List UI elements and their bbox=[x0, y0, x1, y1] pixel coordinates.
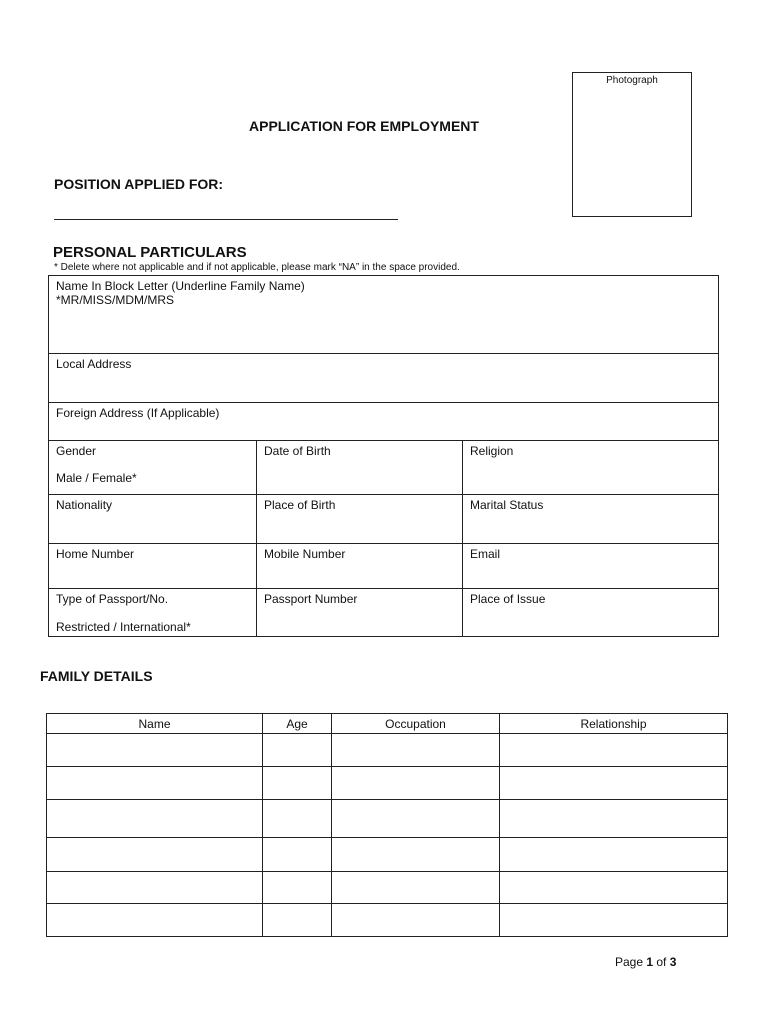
marital-status-label: Marital Status bbox=[470, 498, 544, 512]
passport-type-options: Restricted / International* bbox=[56, 620, 191, 634]
personal-particulars-note: * Delete where not applicable and if not applicable, please mark “NA” in the space provided. bbox=[54, 262, 460, 273]
passport-number-label: Passport Number bbox=[264, 592, 358, 606]
column-header-occupation: Occupation bbox=[332, 714, 500, 734]
family-relationship-cell[interactable] bbox=[500, 767, 728, 800]
gender-field[interactable] bbox=[49, 441, 256, 494]
table-row bbox=[47, 904, 728, 937]
family-relationship-cell[interactable] bbox=[500, 800, 728, 838]
family-occupation-cell[interactable] bbox=[332, 904, 500, 937]
page-of: of bbox=[653, 955, 670, 969]
gender-label: Gender bbox=[56, 444, 97, 458]
family-relationship-cell[interactable] bbox=[500, 838, 728, 872]
personal-particulars-heading: PERSONAL PARTICULARS bbox=[53, 244, 247, 261]
nationality-row bbox=[49, 495, 718, 544]
family-age-cell[interactable] bbox=[263, 872, 332, 904]
family-occupation-cell[interactable] bbox=[332, 800, 500, 838]
family-header-row bbox=[47, 714, 728, 734]
local-address-row[interactable] bbox=[49, 354, 718, 403]
family-relationship-cell[interactable] bbox=[500, 734, 728, 767]
column-header-age: Age bbox=[263, 714, 332, 734]
foreign-address-label: Foreign Address (If Applicable) bbox=[56, 406, 220, 420]
home-number-label: Home Number bbox=[56, 547, 135, 561]
place-of-birth-label: Place of Birth bbox=[264, 498, 336, 512]
place-of-birth-field[interactable] bbox=[256, 495, 462, 543]
passport-type-label: Type of Passport/No. bbox=[56, 592, 169, 606]
passport-type-field[interactable] bbox=[49, 589, 256, 636]
family-name-cell[interactable] bbox=[47, 734, 263, 767]
family-age-cell[interactable] bbox=[263, 904, 332, 937]
religion-field[interactable] bbox=[462, 441, 718, 494]
name-row[interactable] bbox=[49, 276, 718, 354]
family-age-cell[interactable] bbox=[263, 838, 332, 872]
family-occupation-cell[interactable] bbox=[332, 767, 500, 800]
email-field[interactable] bbox=[462, 544, 718, 588]
gender-row bbox=[49, 441, 718, 495]
religion-label: Religion bbox=[470, 444, 514, 458]
home-number-field[interactable] bbox=[49, 544, 256, 588]
mobile-number-label: Mobile Number bbox=[264, 547, 346, 561]
family-name-cell[interactable] bbox=[47, 800, 263, 838]
family-details-table bbox=[46, 713, 728, 937]
place-of-issue-label: Place of Issue bbox=[470, 592, 546, 606]
page-current: 1 bbox=[646, 955, 654, 969]
date-of-birth-field[interactable] bbox=[256, 441, 462, 494]
marital-status-field[interactable] bbox=[462, 495, 718, 543]
date-of-birth-label: Date of Birth bbox=[264, 444, 331, 458]
table-row bbox=[47, 767, 728, 800]
place-of-issue-field[interactable] bbox=[462, 589, 718, 636]
page-prefix: Page bbox=[615, 955, 647, 969]
photograph-label: Photograph bbox=[606, 75, 658, 86]
position-applied-label: POSITION APPLIED FOR: bbox=[54, 176, 224, 192]
contact-row bbox=[49, 544, 718, 589]
family-age-cell[interactable] bbox=[263, 767, 332, 800]
family-name-cell[interactable] bbox=[47, 838, 263, 872]
column-header-relationship: Relationship bbox=[500, 714, 728, 734]
nationality-field[interactable] bbox=[49, 495, 256, 543]
position-applied-input-line[interactable] bbox=[54, 219, 398, 220]
family-relationship-cell[interactable] bbox=[500, 904, 728, 937]
family-relationship-cell[interactable] bbox=[500, 872, 728, 904]
nationality-label: Nationality bbox=[56, 498, 113, 512]
family-occupation-cell[interactable] bbox=[332, 734, 500, 767]
family-age-cell[interactable] bbox=[263, 800, 332, 838]
gender-options: Male / Female* bbox=[56, 471, 137, 485]
name-field[interactable] bbox=[49, 276, 718, 353]
page-total: 3 bbox=[669, 955, 677, 969]
passport-row bbox=[49, 589, 718, 636]
family-details-heading: FAMILY DETAILS bbox=[40, 668, 153, 684]
foreign-address-field[interactable] bbox=[49, 403, 718, 440]
table-row bbox=[47, 800, 728, 838]
family-name-cell[interactable] bbox=[47, 767, 263, 800]
email-label: Email bbox=[470, 547, 501, 561]
personal-particulars-table bbox=[48, 275, 719, 637]
family-name-cell[interactable] bbox=[47, 872, 263, 904]
local-address-label: Local Address bbox=[56, 357, 132, 371]
column-header-name: Name bbox=[47, 714, 263, 734]
table-row bbox=[47, 872, 728, 904]
table-row bbox=[47, 838, 728, 872]
photograph-box bbox=[572, 72, 692, 217]
family-name-cell[interactable] bbox=[47, 904, 263, 937]
passport-number-field[interactable] bbox=[256, 589, 462, 636]
family-occupation-cell[interactable] bbox=[332, 872, 500, 904]
mobile-number-field[interactable] bbox=[256, 544, 462, 588]
name-label: Name In Block Letter (Underline Family Name) bbox=[56, 279, 305, 293]
family-occupation-cell[interactable] bbox=[332, 838, 500, 872]
foreign-address-row[interactable] bbox=[49, 403, 718, 441]
title-options: *MR/MISS/MDM/MRS bbox=[56, 293, 174, 307]
table-row bbox=[47, 734, 728, 767]
family-age-cell[interactable] bbox=[263, 734, 332, 767]
page-title: APPLICATION FOR EMPLOYMENT bbox=[249, 118, 479, 134]
page-number bbox=[615, 955, 676, 969]
local-address-field[interactable] bbox=[49, 354, 718, 402]
